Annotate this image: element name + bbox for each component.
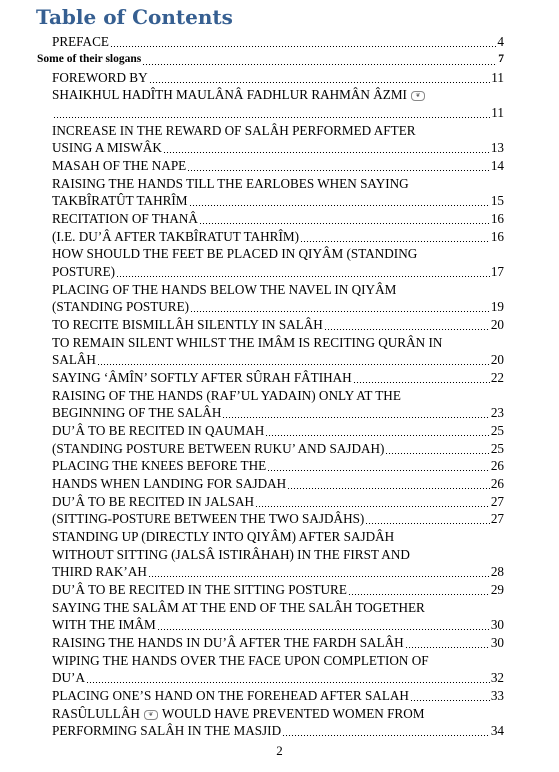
dot-leader: [142, 64, 497, 65]
toc-entry-text: DU’Â TO BE RECITED IN JALSAH: [52, 494, 255, 509]
toc-entry-text: TO RECITE BISMILLÂH SILENTLY IN SALÂH: [52, 317, 323, 332]
toc-entry-text: (I.E. DU’Â AFTER TAKBÎRATUT TAHRÎM): [52, 229, 299, 244]
toc-entry-text: SAYING THE SALÂM AT THE END OF THE SALÂH TOGETHER: [52, 600, 425, 615]
dot-leader: [157, 629, 490, 630]
dot-leader: [148, 576, 490, 577]
toc-entry-text: MASAH OF THE NAPE: [52, 158, 187, 173]
toc-entry[interactable]: [52, 316, 504, 333]
toc-entry-page: 15: [490, 193, 504, 208]
toc-entry[interactable]: [52, 616, 504, 633]
toc-entry-text: (STANDING POSTURE): [52, 299, 190, 314]
toc-entry-text: RAISING THE HANDS IN DU’Â AFTER THE FARDH SALÂH: [52, 635, 404, 650]
toc-entry[interactable]: [52, 122, 504, 139]
toc-entry-text: DU’A: [52, 670, 85, 685]
toc-entry-page: 33: [490, 688, 504, 703]
toc-entry-text: THIRD RAK’AH: [52, 564, 147, 579]
toc-entry-page: 22: [490, 370, 504, 385]
dot-leader: [385, 453, 489, 454]
toc-entry[interactable]: [52, 546, 504, 563]
toc-entry-page: 16: [490, 211, 504, 226]
dot-leader: [97, 364, 490, 365]
toc-entry-page: 19: [490, 299, 504, 314]
toc-entry-text: DU’Â TO BE RECITED IN THE SITTING POSTURE: [52, 582, 347, 597]
toc-entry[interactable]: [52, 263, 504, 280]
page-number: 2: [276, 743, 283, 758]
dot-leader: [348, 594, 490, 595]
toc-entry[interactable]: [52, 440, 504, 457]
toc-entry[interactable]: [52, 404, 504, 421]
toc-entry-text: HOW SHOULD THE FEET BE PLACED IN QIYÂM (STANDING: [52, 246, 418, 261]
toc-entry[interactable]: [52, 457, 504, 474]
toc-entry-text: INCREASE IN THE REWARD OF SALÂH PERFORMED AFTER: [52, 123, 416, 138]
toc-entry[interactable]: [52, 387, 504, 404]
toc-entry-text: SAYING ‘ÂMÎN’ SOFTLY AFTER SÛRAH FÂTIHAH: [52, 370, 352, 385]
toc-entry-page: 28: [490, 564, 504, 579]
dot-leader: [110, 46, 496, 47]
dot-leader: [116, 276, 490, 277]
toc-entry[interactable]: [52, 175, 504, 192]
toc-entry-page: 20: [490, 352, 504, 367]
toc-entry-page: 27: [490, 494, 504, 509]
toc-entry-page: 30: [490, 635, 504, 650]
toc-entry-text: RAISING THE HANDS TILL THE EARLOBES WHEN SAYING: [52, 176, 409, 191]
toc-entry-text: POSTURE): [52, 264, 116, 279]
toc-entry[interactable]: [52, 298, 504, 315]
toc-entry[interactable]: [52, 369, 504, 386]
dot-leader: [405, 647, 490, 648]
toc-entry-text: PREFACE: [52, 34, 109, 49]
toc-entry-page: 25: [490, 423, 504, 438]
toc-entry[interactable]: [52, 334, 504, 351]
toc-entry[interactable]: [52, 228, 504, 245]
toc-entry-text: (STANDING POSTURE BETWEEN RUKU’ AND SAJDAH): [52, 441, 385, 456]
dot-leader: [149, 82, 491, 83]
dot-leader: [187, 170, 490, 171]
toc-entry-page: 17: [490, 264, 504, 279]
toc-entry-text: STANDING UP (DIRECTLY INTO QIYÂM) AFTER SAJDÂH: [52, 529, 395, 544]
toc-entry[interactable]: [52, 210, 504, 227]
toc-entry-page: 32: [490, 670, 504, 685]
toc-entry-text: PLACING ONE’S HAND ON THE FOREHEAD AFTER SALAH: [52, 688, 409, 703]
toc-entry-page: 26: [490, 458, 504, 473]
toc-entry[interactable]: [52, 281, 504, 298]
toc-entry-text: PERFORMING SALÂH IN THE MASJID: [52, 723, 282, 738]
toc-entry-text: BEGINNING OF THE SALÂH: [52, 405, 222, 420]
toc-entry-text: USING A MISWÂK: [52, 140, 162, 155]
toc-entry[interactable]: [52, 599, 504, 616]
dot-leader: [86, 682, 490, 683]
toc-entry[interactable]: [52, 69, 504, 86]
honorific-seal-icon: ❦: [411, 91, 425, 101]
toc-entry-page: 30: [490, 617, 504, 632]
toc-entry-text: WITH THE IMÂM: [52, 617, 156, 632]
toc-entry[interactable]: [52, 652, 504, 669]
dot-leader: [222, 417, 489, 418]
toc-entry-page: 14: [490, 158, 504, 173]
toc-entry-text: PLACING THE KNEES BEFORE THE: [52, 458, 267, 473]
salutation-seal-icon: ❦: [144, 710, 158, 720]
toc-entry-text: DU’Â TO BE RECITED IN QAUMAH: [52, 423, 265, 438]
toc-entry-page: 23: [490, 405, 504, 420]
dot-leader: [353, 382, 490, 383]
toc-entry[interactable]: [37, 51, 504, 68]
toc-entry-text: RECITATION OF THANÂ: [52, 211, 198, 226]
toc-entry[interactable]: [52, 86, 504, 103]
toc-entry-text: WIPING THE HANDS OVER THE FACE UPON COMPLETION OF: [52, 653, 429, 668]
toc-entry[interactable]: [52, 157, 504, 174]
toc-entry-text: SALÂH: [52, 352, 96, 367]
toc-entry-text: FOREWORD BY: [52, 70, 148, 85]
toc-entry[interactable]: [52, 705, 504, 722]
dot-leader: [324, 329, 490, 330]
dot-leader: [410, 700, 490, 701]
toc-entry-text: PLACING OF THE HANDS BELOW THE NAVEL IN QIYÂM: [52, 282, 397, 297]
toc-entry[interactable]: [52, 104, 504, 121]
toc-entry-page: 29: [490, 582, 504, 597]
toc-entry[interactable]: [52, 422, 504, 439]
toc-entry-text: TAKBÎRATÛT TAHRÎM: [52, 193, 188, 208]
toc-entry[interactable]: [52, 581, 504, 598]
toc-entry-text: RAISING OF THE HANDS (RAF’UL YADAIN) ONLY AT THE: [52, 388, 401, 403]
toc-entry[interactable]: [52, 245, 504, 262]
toc-entry[interactable]: [52, 475, 504, 492]
toc-entry-page: 7: [498, 53, 504, 65]
dot-leader: [267, 470, 490, 471]
toc-entry-text: HANDS WHEN LANDING FOR SAJDAH: [52, 476, 287, 491]
toc-entry[interactable]: [52, 33, 504, 50]
toc-entry-page: 4: [497, 34, 504, 49]
toc-entry-page: 16: [490, 229, 504, 244]
toc-entry[interactable]: [52, 687, 504, 704]
toc-entry-text: WITHOUT SITTING (JALSÂ ISTIRÂHAH) IN THE FIRST AND: [52, 547, 410, 562]
dot-leader: [53, 117, 490, 118]
dot-leader: [287, 488, 490, 489]
toc-entry-page: 20: [490, 317, 504, 332]
toc-entry[interactable]: [52, 722, 504, 739]
dot-leader: [300, 241, 490, 242]
toc-entry-text-cont: WOULD HAVE PREVENTED WOMEN FROM: [161, 706, 425, 721]
toc-entry-page: 11: [491, 70, 504, 85]
toc-entry[interactable]: [52, 351, 504, 368]
toc-entry-page: 26: [490, 476, 504, 491]
toc-entry[interactable]: [52, 192, 504, 209]
toc-entry-text: (SITTING-POSTURE BETWEEN THE TWO SAJDÂHS): [52, 511, 365, 526]
toc-entry-text: TO REMAIN SILENT WHILST THE IMÂM IS RECITING QURÂN IN: [52, 335, 443, 350]
toc-entry[interactable]: [52, 563, 504, 580]
dot-leader: [190, 311, 490, 312]
toc-entry-page: 13: [490, 140, 504, 155]
toc-entry[interactable]: [52, 510, 504, 527]
toc-entry[interactable]: [52, 528, 504, 545]
dot-leader: [265, 435, 489, 436]
toc-entry[interactable]: [52, 669, 504, 686]
dot-leader: [199, 223, 490, 224]
toc-entry-text: Some of their slogans: [37, 53, 142, 65]
dot-leader: [282, 735, 490, 736]
toc-entry-text: RASÛLULLÂH: [52, 706, 140, 721]
toc-entry-page: 27: [490, 511, 504, 526]
toc-entry[interactable]: [52, 634, 504, 651]
dot-leader: [163, 152, 490, 153]
toc-heading: Table of Contents: [36, 5, 233, 29]
dot-leader: [255, 506, 490, 507]
dot-leader: [189, 205, 490, 206]
toc-entry[interactable]: [52, 493, 504, 510]
dot-leader: [365, 523, 489, 524]
toc-entry-page: 11: [491, 105, 504, 120]
toc-entry[interactable]: [52, 139, 504, 156]
toc-entry-page: 25: [490, 441, 504, 456]
toc-entry-page: 34: [490, 723, 504, 738]
toc-entry-text: SHAIKHUL HADÎTH MAULÂNÂ FADHLUR RAHMÂN ÂZMI: [52, 87, 407, 102]
